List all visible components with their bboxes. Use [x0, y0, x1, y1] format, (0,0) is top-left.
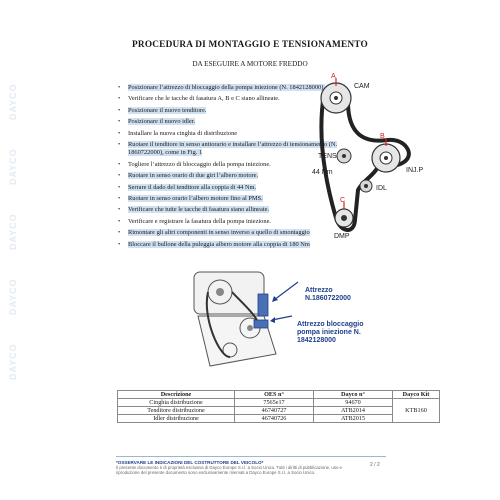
- kit-cell: KTB160: [393, 399, 440, 423]
- idl-label: IDL: [376, 185, 387, 192]
- locking-tool: [254, 320, 268, 328]
- callout-line: Attrezzo bloccaggio: [297, 321, 364, 328]
- table-cell: ATB2015: [314, 415, 393, 423]
- watermark-text: DAYCO: [8, 213, 18, 250]
- cam-label: CAM: [354, 83, 370, 90]
- idler-pulley: [360, 180, 372, 192]
- tensioning-tool: [258, 294, 268, 316]
- mark-c-label: C: [340, 197, 346, 204]
- footer-note: *OSSERVARE LE INDICAZIONI DEL COSTRUTTORE DEL VEICOLO*: [116, 460, 264, 465]
- table-cell: 94670: [314, 399, 393, 407]
- callout-line: 1842128000: [297, 337, 336, 344]
- col-dayco: Dayco n°: [314, 391, 393, 399]
- table-cell: 46740726: [235, 415, 314, 423]
- col-descrizione: Descrizione: [118, 391, 235, 399]
- crankshaft-pulley: [335, 209, 353, 227]
- step-text: Posizionare il nuovo idler.: [128, 118, 196, 126]
- step-text: Verificare che tutte le tacche di fasatura siano allineate.: [128, 206, 270, 214]
- step-text: Ruotare in senso orario di due giri l’albero motore.: [128, 172, 259, 180]
- torque-label: 44 Nm: [312, 169, 333, 176]
- mark-a-label: A: [331, 73, 336, 80]
- page-number: 2 / 2: [370, 462, 380, 468]
- step-text: Ruotare il tenditore in senso antiorario e installare l’attrezzo di tensionamento (N. 1860722000), come in Fig. 1: [128, 141, 338, 157]
- table-cell: ATB2014: [314, 407, 393, 415]
- step-text: Ruotare in senso orario l’albero motore fino al PMS.: [128, 195, 263, 203]
- col-kit: Dayco Kit: [393, 391, 440, 399]
- col-oes: OES n°: [235, 391, 314, 399]
- page-subtitle: DA ESEGUIRE A MOTORE FREDDO: [192, 60, 308, 68]
- watermark-text: DAYCO: [8, 83, 18, 120]
- step-text: Verificare e registrare la fasatura della pompa iniezione.: [128, 217, 272, 225]
- table-header-row: [118, 391, 440, 399]
- locking-tool-callout: [297, 321, 364, 345]
- tens-label: TENS: [318, 153, 337, 160]
- mark-b-label: B: [380, 133, 385, 140]
- table-cell: Cinghia distribuzione: [118, 399, 235, 407]
- page-title: PROCEDURA DI MONTAGGIO E TENSIONAMENTO: [132, 40, 368, 50]
- table-cell: 7565e17: [235, 399, 314, 407]
- table-row: [118, 399, 440, 407]
- watermark-text: DAYCO: [8, 343, 18, 380]
- cam-pulley: [321, 83, 351, 113]
- injp-label: INJ.P: [406, 167, 424, 174]
- step-text: Serrare il dado del tenditore alla coppia di 44 Nm.: [128, 183, 257, 191]
- watermark-text: DAYCO: [8, 278, 18, 315]
- callout-line: pompa iniezione N.: [297, 329, 361, 336]
- belt-routing-diagram: [300, 70, 450, 250]
- step-text: Posizionare l’attrezzo di bloccaggio della pompa iniezione (N. 1842128000).: [128, 84, 325, 91]
- table-row: [118, 407, 440, 415]
- injection-pump-pulley: [372, 144, 400, 172]
- watermark-text: DAYCO: [8, 148, 18, 185]
- dmp-label: DMP: [334, 233, 350, 240]
- dayco-watermark-column: [8, 60, 22, 390]
- step-text: Verificare che le tacche di fasatura A, B e C siano allineate.: [128, 95, 280, 103]
- tensioning-tool-callout: [305, 287, 351, 303]
- footer-legal-line: Il presente documento è di proprietà esclusiva di Dayco Europe S.r.l. a Socio Unico. Tutti i diritti di pubblicazione, uso e: [116, 465, 342, 471]
- parts-table: [117, 390, 440, 423]
- table-cell: Tenditore distribuzione: [118, 407, 235, 415]
- step-text: Togliere l’attrezzo di bloccaggio della pompa iniezione.: [128, 160, 271, 168]
- step-text: Installare la nuova cinghia di distribuzione: [128, 129, 238, 137]
- step-text: Bloccare il bullone della puleggia albero motore alla coppia di 180 Nm: [128, 240, 310, 248]
- footer-legal-line: riproduzione del presente documento sono esclusivamente riservati a Dayco Europe S.r.l. a Socio Unico.: [116, 470, 316, 476]
- step-text: Posizionare il nuovo tenditore.: [128, 106, 207, 114]
- tensioner-pulley: [337, 149, 351, 163]
- step-text: Rimontare gli altri componenti in senso inverso a quello di smontaggio: [128, 229, 310, 237]
- callout-line: Attrezzo: [305, 287, 333, 294]
- table-row: [118, 415, 440, 423]
- footer: [116, 460, 361, 476]
- table-cell: Idler distribuzione: [118, 415, 235, 423]
- callout-line: N.1860722000: [305, 295, 351, 302]
- table-cell: 46740727: [235, 407, 314, 415]
- footer-divider: [116, 456, 386, 457]
